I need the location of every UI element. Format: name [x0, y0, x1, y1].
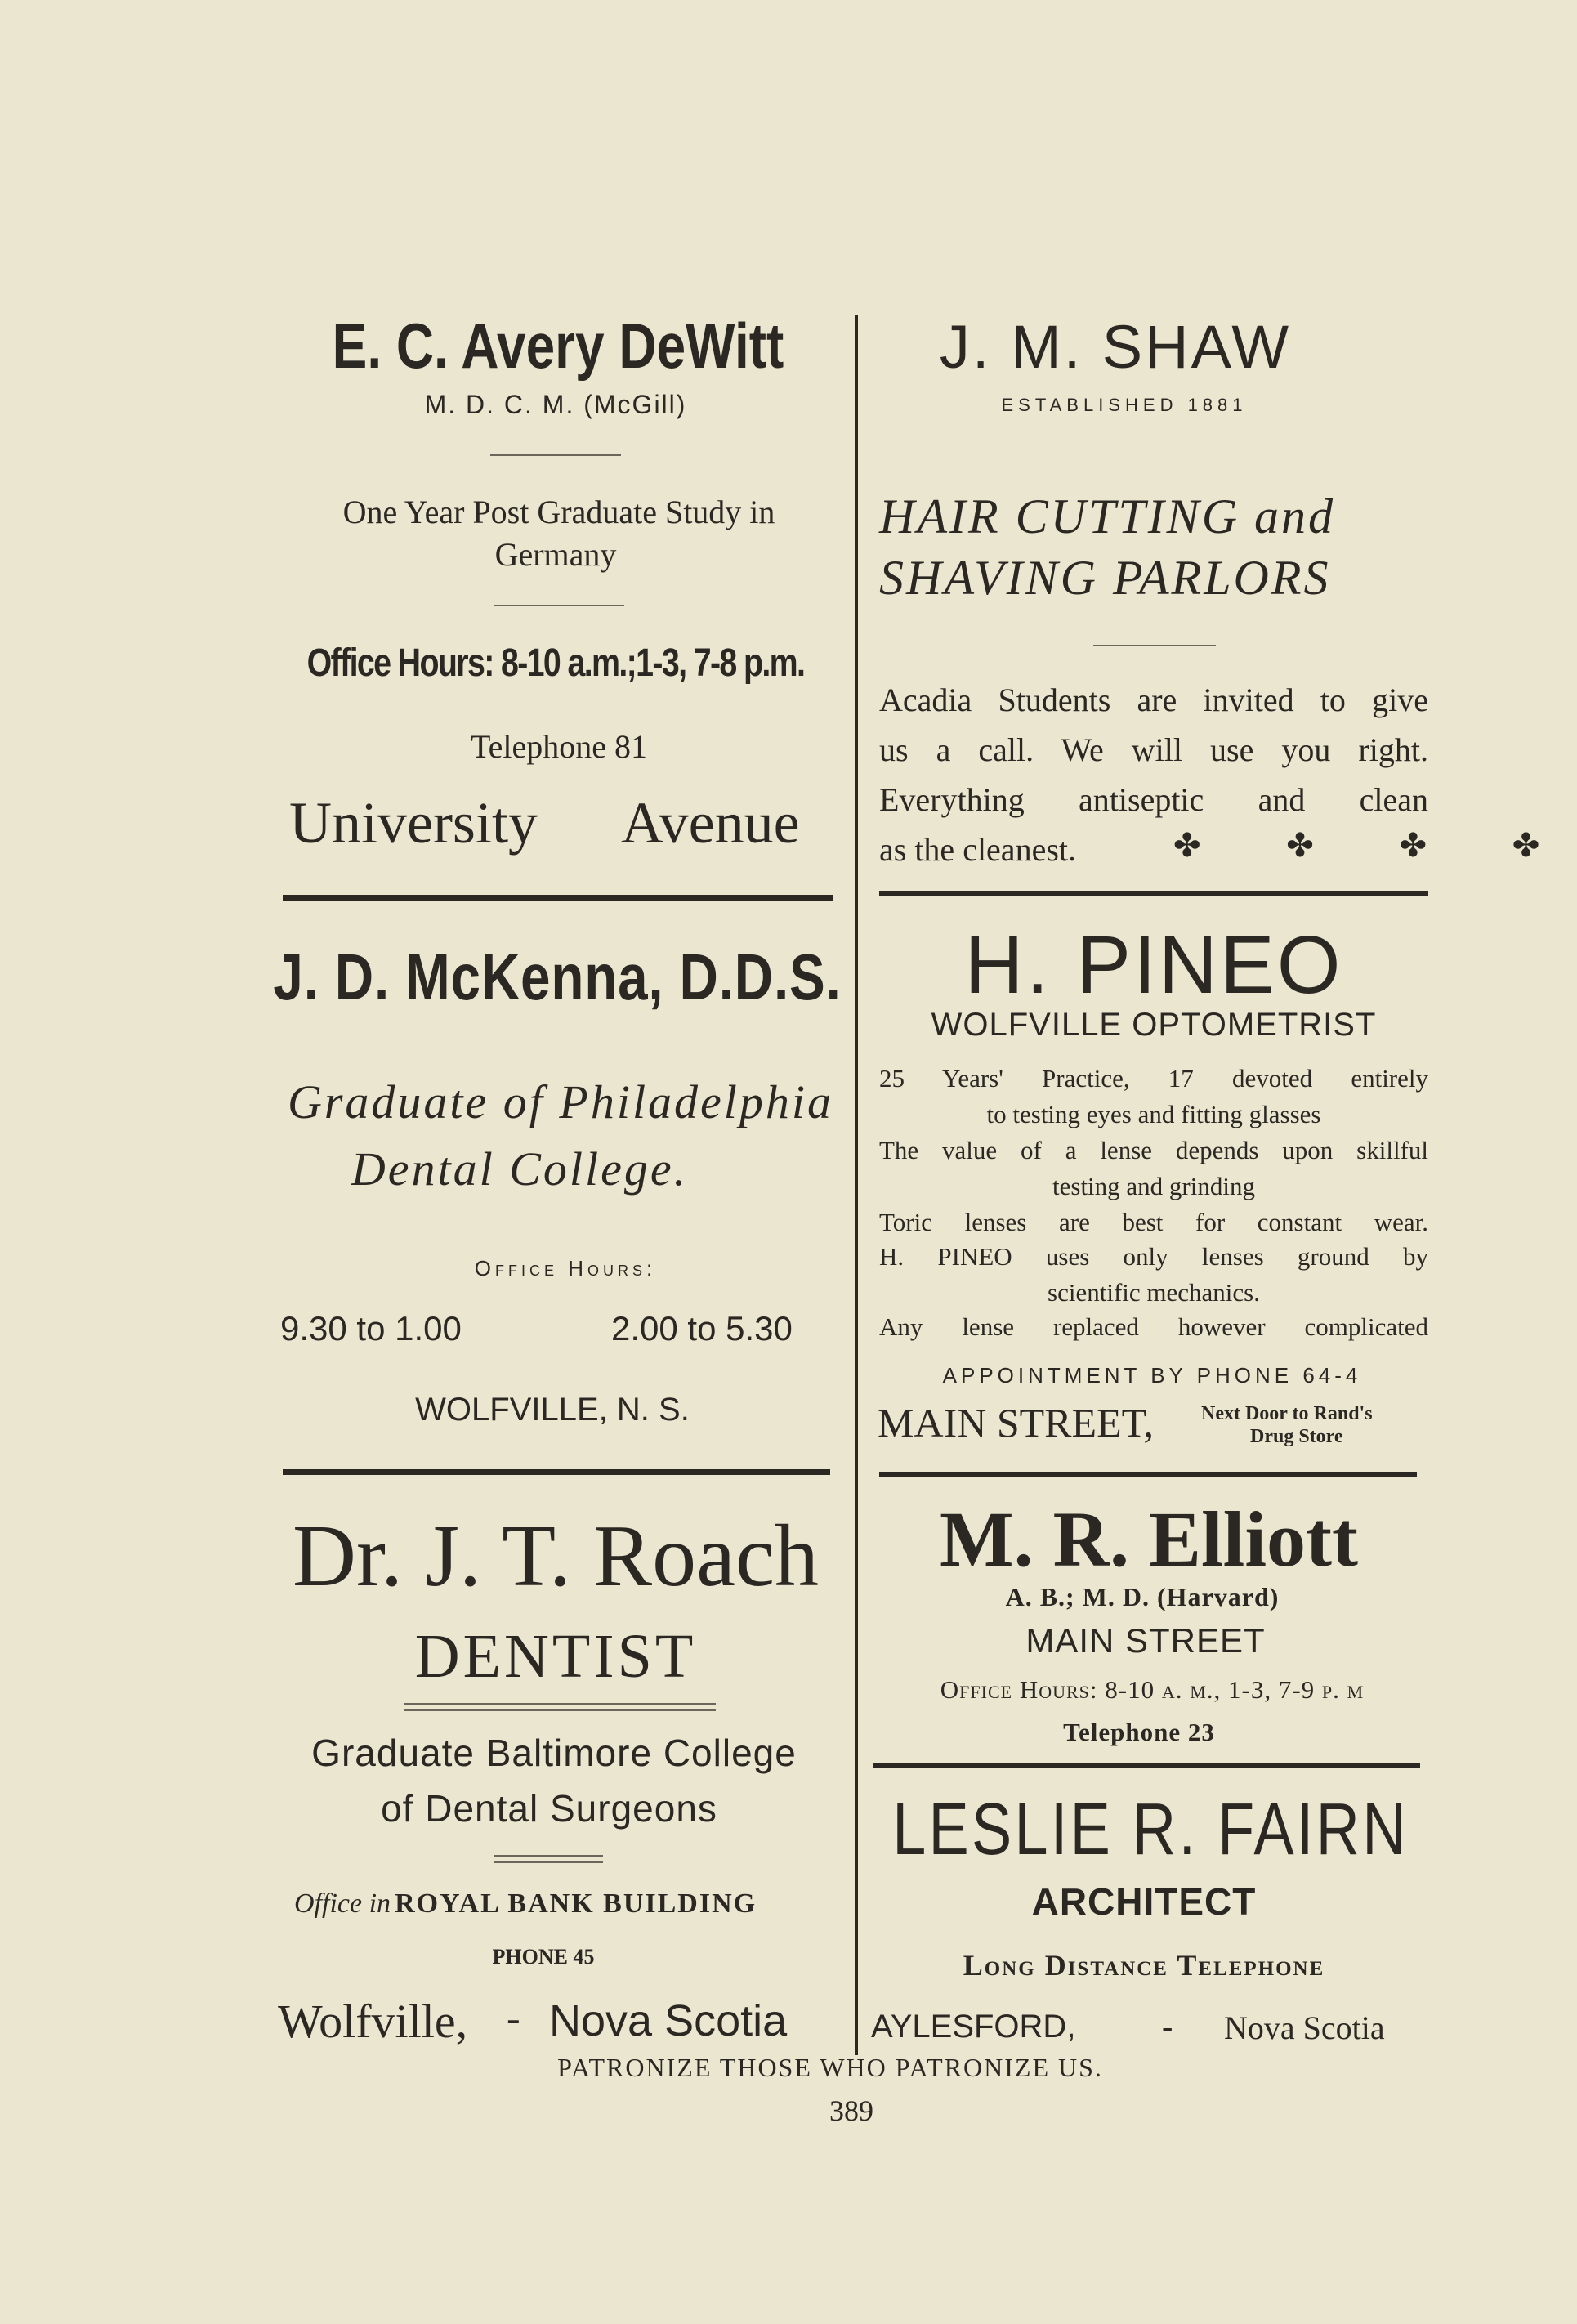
shaw-body2: us a call. We will use you right.	[879, 731, 1428, 768]
divider	[494, 605, 624, 606]
pineo-line6: H. PINEO uses only lenses ground by	[879, 1242, 1428, 1271]
elliott-hours: Office Hours: 8-10 a. m., 1-3, 7-9 p. m	[940, 1675, 1365, 1704]
mckenna-hours-label: Office Hours:	[474, 1256, 657, 1280]
section-rule	[873, 1763, 1420, 1768]
roach-grad-line1: Graduate Baltimore College	[311, 1732, 797, 1774]
divider	[494, 1861, 603, 1863]
divider	[404, 1703, 716, 1705]
mckenna-grad-line2: Dental College.	[351, 1142, 689, 1196]
pineo-name: H. PINEO	[964, 919, 1343, 1011]
section-rule	[879, 1472, 1417, 1477]
fairn-province: Nova Scotia	[1224, 2009, 1385, 2046]
fairn-dash: -	[1162, 2008, 1173, 2045]
shaw-body3: Everything antiseptic and clean	[879, 781, 1428, 818]
pineo-line8: Any lense replaced however complicated	[879, 1312, 1428, 1341]
roach-office-line	[294, 1888, 757, 1920]
roach-name: Dr. J. T. Roach	[293, 1508, 819, 1605]
dewitt-degree: M. D. C. M. (McGill)	[424, 390, 687, 419]
pineo-street: MAIN STREET,	[878, 1400, 1154, 1446]
pineo-line4: testing and grinding	[1052, 1172, 1255, 1200]
pineo-line5: Toric lenses are best for constant wear.	[879, 1208, 1428, 1236]
divider	[494, 1855, 603, 1857]
dewitt-hours: Office Hours: 8-10 a.m.;1-3, 7-8 p.m.	[306, 641, 805, 685]
roach-dash: -	[507, 1995, 520, 2040]
elliott-degree: A. B.; M. D. (Harvard)	[1005, 1582, 1280, 1611]
fairn-phone: Long Distance Telephone	[963, 1949, 1325, 1982]
mckenna-hours-am: 9.30 to 1.00	[280, 1309, 462, 1347]
pineo-line1: 25 Years' Practice, 17 devoted entirely	[879, 1064, 1428, 1093]
footer-slogan: PATRONIZE THOSE WHO PATRONIZE US.	[557, 2053, 1103, 2082]
section-rule	[283, 895, 833, 901]
roach-town: Wolfville,	[278, 1995, 468, 2048]
roach-grad-line2: of Dental Surgeons	[381, 1787, 717, 1830]
elliott-street: MAIN STREET	[1025, 1621, 1266, 1660]
roach-phone: PHONE 45	[492, 1945, 595, 1969]
shaw-body4: as the cleanest.	[879, 831, 1076, 868]
roach-title: DENTIST	[414, 1622, 697, 1691]
mckenna-town: WOLFVILLE, N. S.	[415, 1392, 690, 1428]
pineo-next-door1: Next Door to Rand's	[1201, 1403, 1373, 1424]
divider	[490, 454, 621, 456]
shaw-body1: Acadia Students are invited to give	[879, 682, 1428, 718]
dewitt-study-line2: Germany	[494, 536, 617, 573]
elliott-telephone: Telephone 23	[1063, 1718, 1215, 1746]
dewitt-name: E. C. Avery DeWitt	[332, 310, 784, 382]
mckenna-name: J. D. McKenna, D.D.S.	[273, 941, 842, 1013]
page-number: 389	[829, 2094, 873, 2127]
roach-province: Nova Scotia	[549, 1996, 788, 2045]
pineo-appointment: APPOINTMENT BY PHONE 64-4	[942, 1363, 1362, 1388]
pineo-next-door2: Drug Store	[1250, 1426, 1343, 1447]
section-rule	[879, 891, 1428, 896]
dewitt-telephone: Telephone 81	[470, 728, 648, 765]
shaw-headline2: SHAVING PARLORS	[879, 551, 1331, 605]
fairn-town: AYLESFORD,	[871, 2009, 1076, 2045]
elliott-name: M. R. Elliott	[940, 1495, 1358, 1583]
shaw-ornaments: ✤ ✤ ✤ ✤	[1173, 827, 1577, 865]
shaw-established: ESTABLISHED 1881	[1001, 395, 1248, 415]
mckenna-grad-line1: Graduate of Philadelphia	[287, 1075, 834, 1128]
shaw-name: J. M. SHAW	[939, 313, 1292, 381]
fairn-name: LESLIE R. FAIRN	[892, 1789, 1409, 1870]
pineo-title: WOLFVILLE OPTOMETRIST	[931, 1007, 1377, 1043]
pineo-line2: to testing eyes and fitting glasses	[986, 1100, 1321, 1128]
divider	[404, 1709, 716, 1711]
roach-office-place: ROYAL BANK BUILDING	[395, 1888, 757, 1919]
divider	[1093, 645, 1216, 646]
pineo-line3: The value of a lense depends upon skillful	[879, 1136, 1428, 1164]
dewitt-street-a: University	[289, 790, 538, 856]
column-divider	[855, 315, 858, 2055]
shaw-headline1: HAIR CUTTING and	[879, 489, 1336, 543]
fairn-title: ARCHITECT	[1031, 1880, 1257, 1923]
pineo-line7: scientific mechanics.	[1048, 1278, 1260, 1307]
dewitt-study-line1: One Year Post Graduate Study in	[342, 494, 775, 530]
section-rule	[283, 1469, 830, 1475]
dewitt-street-b: Avenue	[621, 790, 800, 856]
mckenna-hours-pm: 2.00 to 5.30	[611, 1309, 793, 1347]
roach-office-prefix: Office in	[294, 1888, 391, 1919]
